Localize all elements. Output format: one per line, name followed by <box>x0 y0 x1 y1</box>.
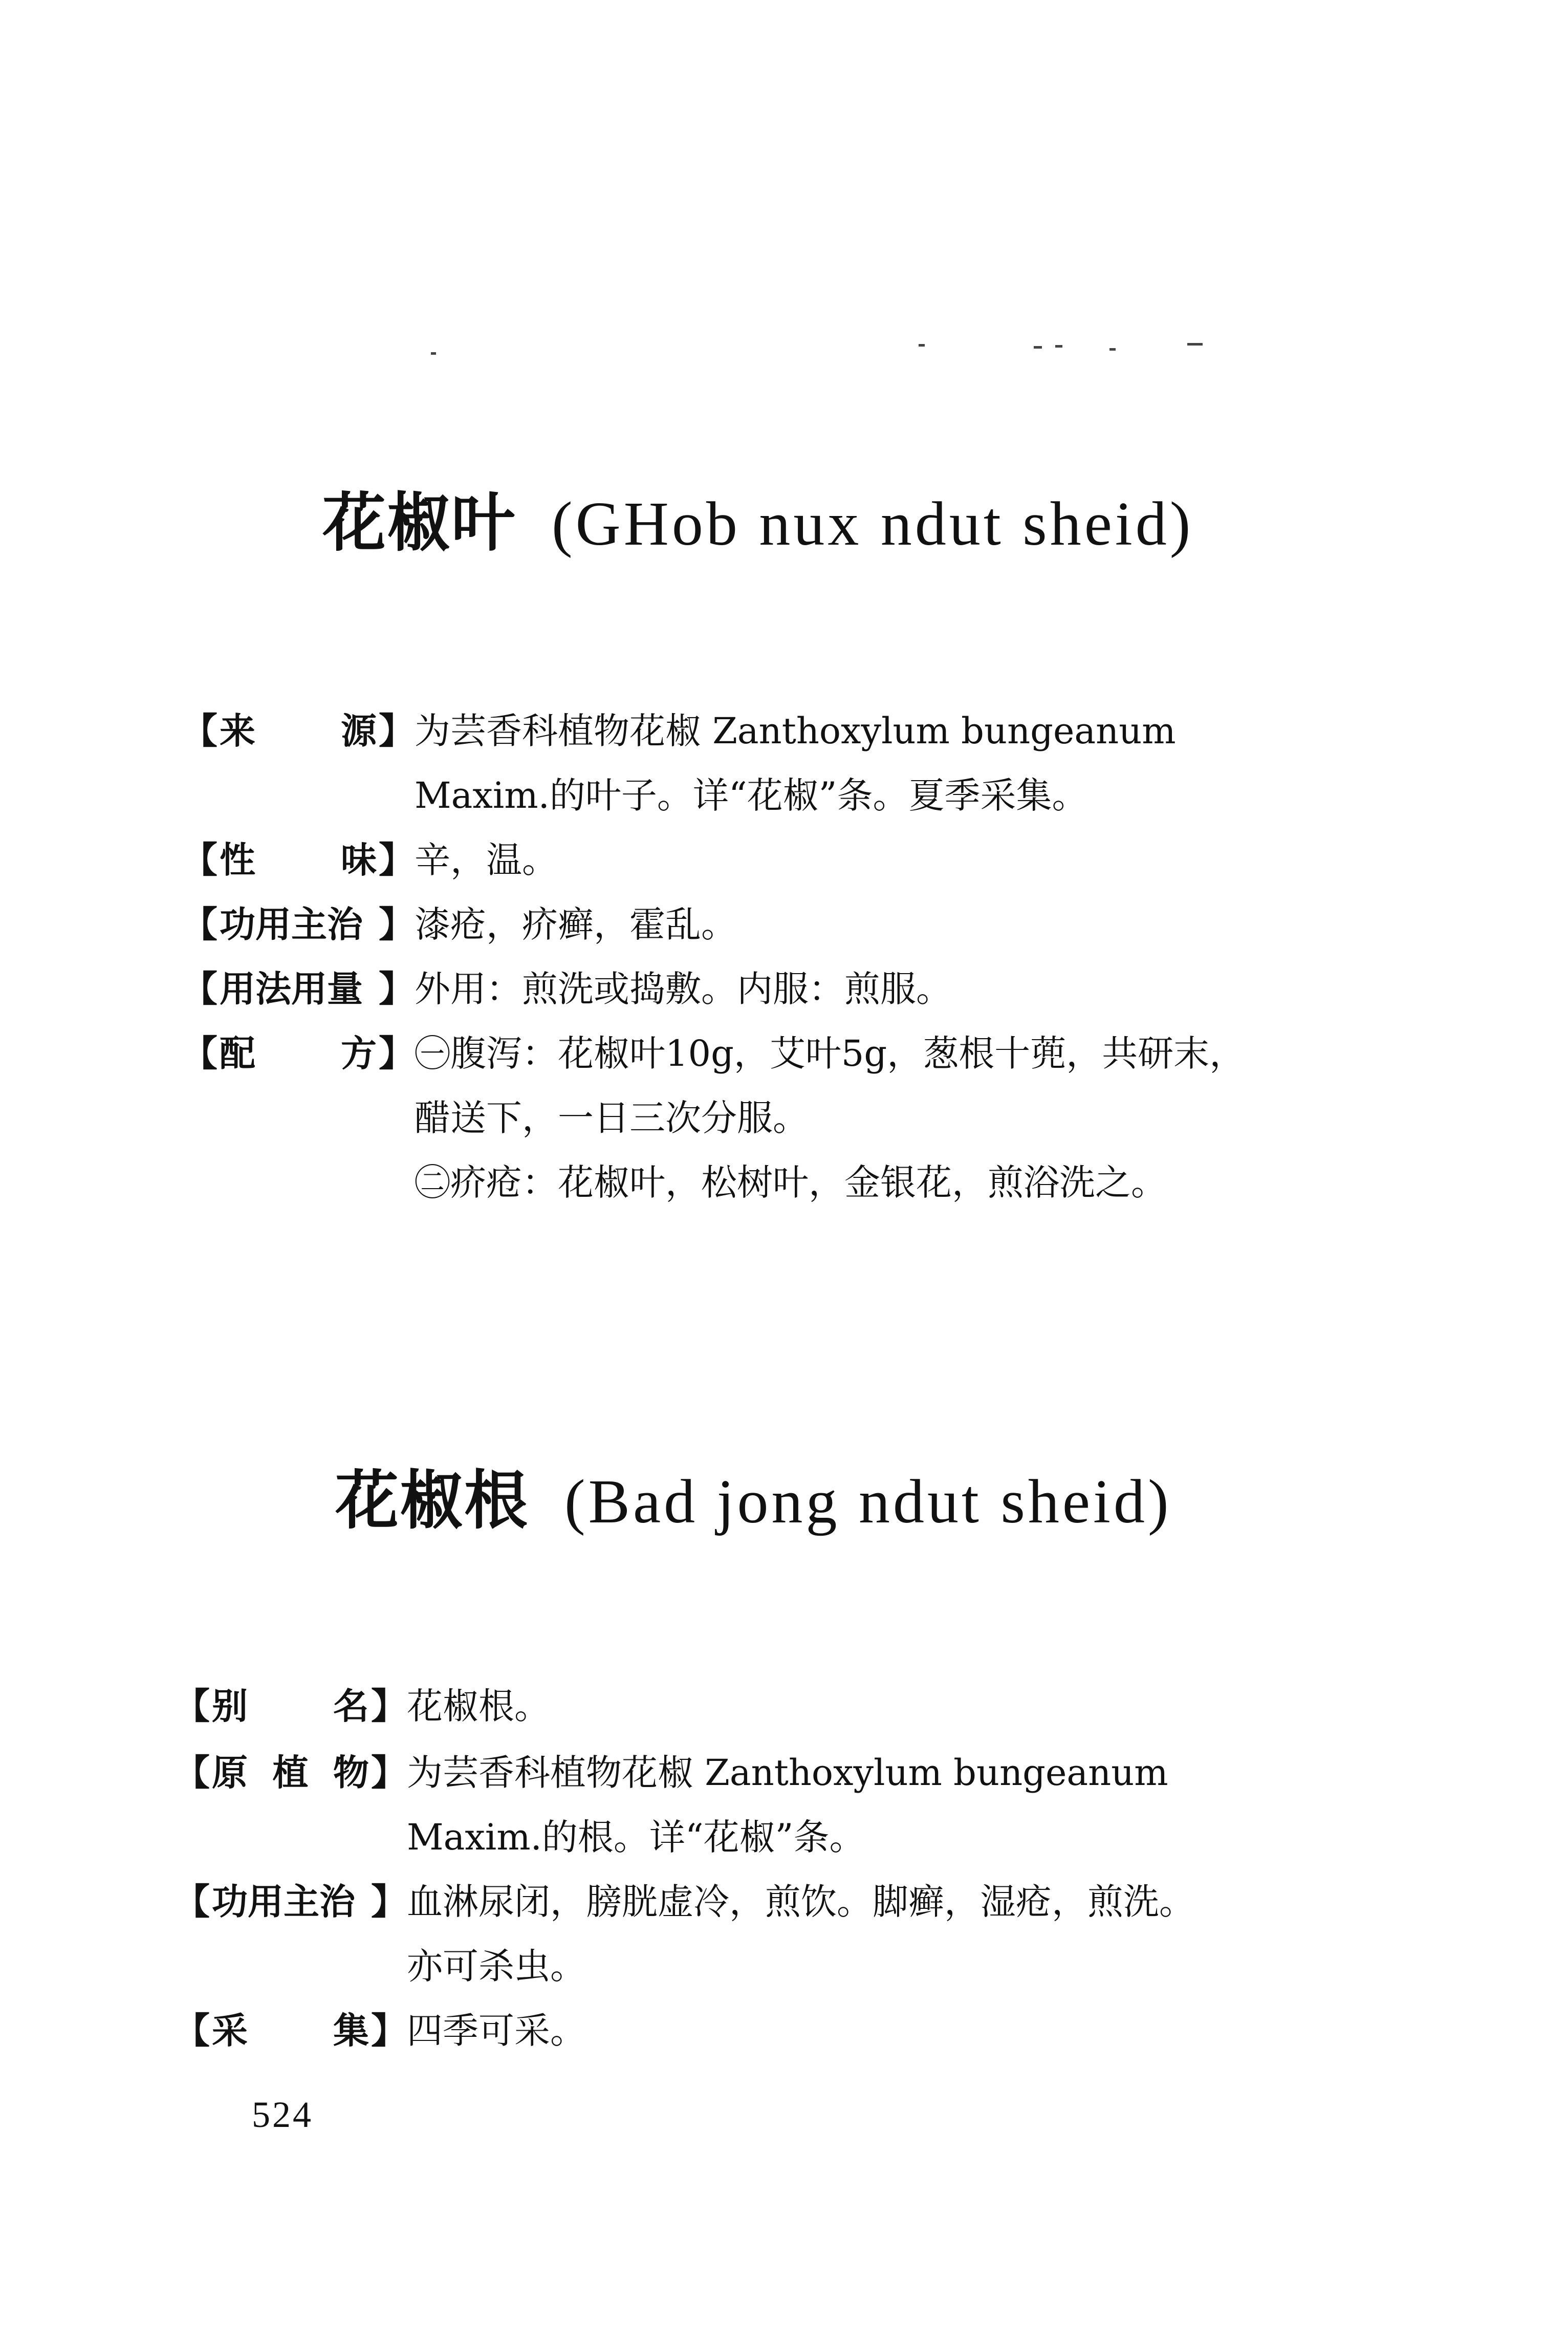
field-body <box>415 1021 1420 1215</box>
field-line: 醋送下，一日三次分服。 <box>415 1097 809 1139</box>
scan-speck <box>1187 343 1203 346</box>
field-body <box>407 1998 1412 2063</box>
field-label: 【 别 名 】 <box>174 1685 407 1727</box>
field-label: 【 原 植 物 】 <box>174 1752 407 1794</box>
field-label: 【 功用主治 】 <box>174 1881 407 1923</box>
field-line: 漆疮，疥癣，霍乱。 <box>415 903 737 945</box>
entry-title-romanization: (Bad jong ndut sheid) <box>564 1467 1172 1536</box>
entry-title <box>335 1464 1172 1538</box>
field-indications <box>182 892 1420 957</box>
field-line: 四季可采。 <box>407 2010 586 2052</box>
field-prescription <box>182 1021 1420 1215</box>
field-alias <box>174 1674 1412 1740</box>
scan-speck <box>1109 348 1116 351</box>
scan-speck <box>919 344 925 347</box>
field-line: 为芸香科植物花椒 Zanthoxylum bungeanum <box>407 1752 1168 1794</box>
field-body <box>407 1674 1412 1738</box>
field-line: 花椒根。 <box>407 1685 550 1727</box>
field-line: Maxim.的叶子。详“花椒”条。夏季采集。 <box>415 775 1088 816</box>
field-property-taste <box>182 828 1420 892</box>
field-label: 【 性 味 】 <box>182 839 415 881</box>
field-source <box>182 699 1420 828</box>
entry-title-romanization: (GHob nux ndut sheid) <box>552 489 1194 558</box>
field-label: 【 功用主治 】 <box>182 903 415 945</box>
entry-title-chinese: 花椒叶 <box>322 486 516 560</box>
field-line: 外用：煎洗或捣敷。内服：煎服。 <box>415 968 952 1010</box>
field-body <box>415 892 1420 957</box>
field-line: 辛，温。 <box>415 839 558 881</box>
field-label: 【 来 源 】 <box>182 710 415 752</box>
field-line: ㊁疥疮：花椒叶，松树叶，金银花，煎浴洗之。 <box>415 1161 1167 1203</box>
field-line: 为芸香科植物花椒 Zanthoxylum bungeanum <box>415 710 1176 752</box>
entry-title-chinese: 花椒根 <box>335 1464 529 1538</box>
field-collection <box>174 1998 1412 2063</box>
scan-speck <box>1055 345 1062 348</box>
field-label: 【 配 方 】 <box>182 1032 415 1074</box>
field-body <box>415 699 1420 828</box>
scan-speck <box>1034 346 1042 349</box>
field-original-plant <box>174 1740 1412 1869</box>
page-number: 524 <box>252 2094 313 2135</box>
field-usage-dosage <box>182 957 1420 1021</box>
field-body <box>415 957 1420 1021</box>
field-line: 血淋尿闭，膀胱虚冷，煎饮。脚癣，湿疮，煎洗。 <box>407 1881 1195 1923</box>
entry-title <box>322 486 1194 560</box>
field-label: 【 用法用量 】 <box>182 968 415 1010</box>
field-indications <box>174 1869 1412 1998</box>
field-line: Maxim.的根。详“花椒”条。 <box>407 1816 865 1858</box>
field-label: 【 采 集 】 <box>174 2010 407 2052</box>
field-body <box>415 828 1420 892</box>
field-body <box>407 1740 1412 1869</box>
scan-speck <box>431 352 436 355</box>
entry-fields <box>174 1674 1412 2063</box>
field-line: ㊀腹泻：花椒叶10g，艾叶5g，葱根十蔸，共研末， <box>415 1032 1246 1074</box>
entry-fields <box>182 699 1420 1215</box>
field-line: 亦可杀虫。 <box>407 1945 586 1987</box>
field-body <box>407 1869 1412 1998</box>
